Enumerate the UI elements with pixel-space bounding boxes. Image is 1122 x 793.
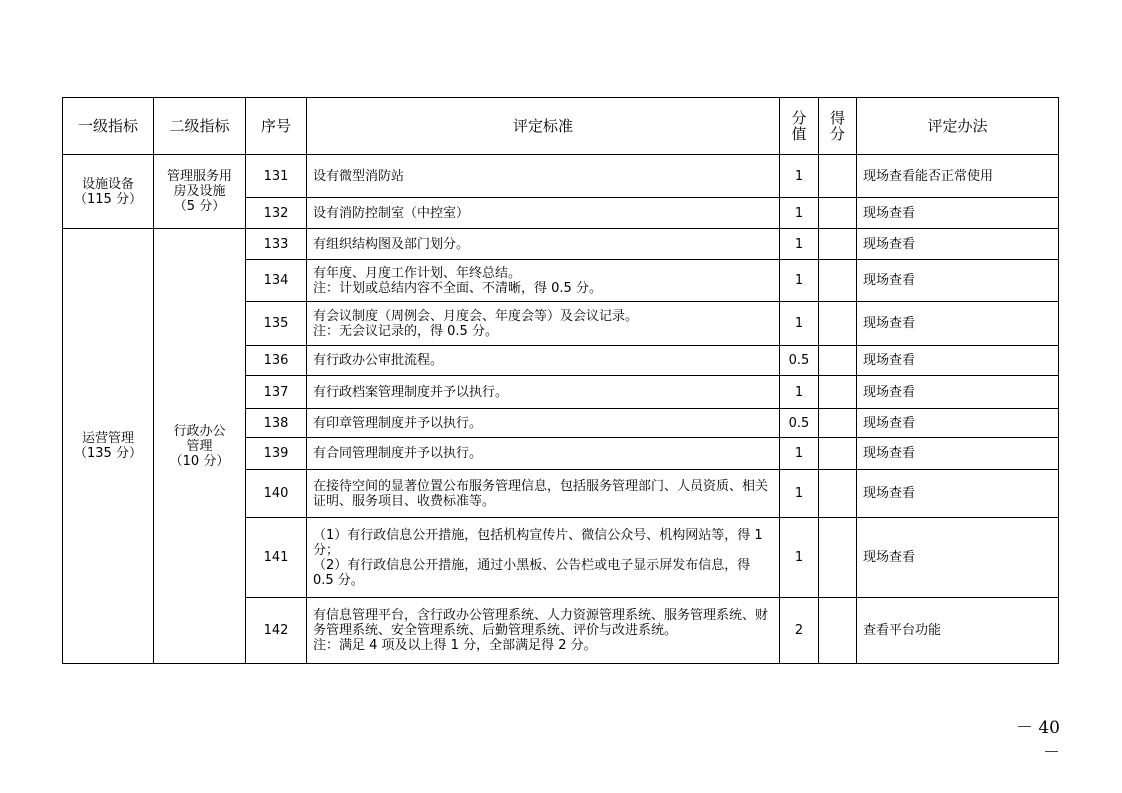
level1-cell: 设施设备 （115 分） bbox=[63, 155, 154, 229]
row-score: 1 bbox=[780, 198, 819, 229]
row-number: 133 bbox=[246, 229, 307, 260]
row-method: 现场查看 bbox=[857, 260, 1059, 302]
row-method: 现场查看 bbox=[857, 346, 1059, 376]
row-score: 1 bbox=[780, 518, 819, 598]
evaluation-table bbox=[62, 97, 1059, 664]
row-standard: 设有微型消防站 bbox=[307, 155, 780, 198]
row-got bbox=[819, 438, 857, 470]
row-number: 137 bbox=[246, 376, 307, 409]
header-score bbox=[780, 98, 819, 155]
row-got bbox=[819, 229, 857, 260]
row-score: 2 bbox=[780, 598, 819, 664]
row-score: 0.5 bbox=[780, 346, 819, 376]
table-row bbox=[63, 229, 1059, 260]
row-method: 现场查看 bbox=[857, 302, 1059, 346]
level2-cell: 管理服务用 房及设施 （5 分） bbox=[154, 155, 246, 229]
row-method: 现场查看能否正常使用 bbox=[857, 155, 1059, 198]
row-number: 134 bbox=[246, 260, 307, 302]
row-got bbox=[819, 376, 857, 409]
row-number: 131 bbox=[246, 155, 307, 198]
row-number: 138 bbox=[246, 409, 307, 438]
row-standard: 有组织结构图及部门划分。 bbox=[307, 229, 780, 260]
row-standard: 有信息管理平台，含行政办公管理系统、人力资源管理系统、服务管理系统、财务管理系统、安全管理系统、后勤管理系统、评价与改进系统。 注：满足 4 项及以上得 1 分，全部满足得 2 分。 bbox=[307, 598, 780, 664]
row-number: 136 bbox=[246, 346, 307, 376]
row-standard: （1）有行政信息公开措施，包括机构宣传片、微信公众号、机构网站等，得 1 分； （2）有行政信息公开措施，通过小黑板、公告栏或电子显示屏发布信息，得 0.5 分。 bbox=[307, 518, 780, 598]
header-row bbox=[63, 98, 1059, 155]
header-got-text: 得分 bbox=[830, 109, 846, 143]
level2-cell: 行政办公 管理 （10 分） bbox=[154, 229, 246, 664]
row-number: 142 bbox=[246, 598, 307, 664]
row-got bbox=[819, 598, 857, 664]
header-level2: 二级指标 bbox=[154, 98, 246, 155]
row-standard: 有印章管理制度并予以执行。 bbox=[307, 409, 780, 438]
row-score: 0.5 bbox=[780, 409, 819, 438]
header-method: 评定办法 bbox=[857, 98, 1059, 155]
page-number: － 40 － bbox=[1015, 718, 1060, 763]
row-got bbox=[819, 198, 857, 229]
header-level1: 一级指标 bbox=[63, 98, 154, 155]
row-standard: 有行政办公审批流程。 bbox=[307, 346, 780, 376]
row-score: 1 bbox=[780, 260, 819, 302]
row-standard: 有行政档案管理制度并予以执行。 bbox=[307, 376, 780, 409]
header-score-text: 分值 bbox=[791, 109, 807, 143]
row-method: 现场查看 bbox=[857, 470, 1059, 518]
row-got bbox=[819, 260, 857, 302]
row-score: 1 bbox=[780, 438, 819, 470]
row-score: 1 bbox=[780, 229, 819, 260]
row-got bbox=[819, 302, 857, 346]
header-number: 序号 bbox=[246, 98, 307, 155]
row-number: 139 bbox=[246, 438, 307, 470]
level1-cell: 运营管理 （135 分） bbox=[63, 229, 154, 664]
row-method: 现场查看 bbox=[857, 518, 1059, 598]
row-method: 现场查看 bbox=[857, 409, 1059, 438]
row-got bbox=[819, 470, 857, 518]
header-standard: 评定标准 bbox=[307, 98, 780, 155]
row-got bbox=[819, 346, 857, 376]
row-standard: 有会议制度（周例会、月度会、年度会等）及会议记录。 注：无会议记录的，得 0.5 分。 bbox=[307, 302, 780, 346]
row-score: 1 bbox=[780, 155, 819, 198]
header-got bbox=[819, 98, 857, 155]
row-number: 141 bbox=[246, 518, 307, 598]
row-standard: 在接待空间的显著位置公布服务管理信息，包括服务管理部门、人员资质、相关证明、服务项目、收费标准等。 bbox=[307, 470, 780, 518]
row-method: 现场查看 bbox=[857, 229, 1059, 260]
table-row bbox=[63, 155, 1059, 198]
row-standard: 有年度、月度工作计划、年终总结。 注：计划或总结内容不全面、不清晰，得 0.5 分。 bbox=[307, 260, 780, 302]
row-method: 现场查看 bbox=[857, 376, 1059, 409]
row-number: 135 bbox=[246, 302, 307, 346]
row-got bbox=[819, 409, 857, 438]
row-number: 132 bbox=[246, 198, 307, 229]
row-got bbox=[819, 155, 857, 198]
row-got bbox=[819, 518, 857, 598]
row-standard: 有合同管理制度并予以执行。 bbox=[307, 438, 780, 470]
row-method: 查看平台功能 bbox=[857, 598, 1059, 664]
row-score: 1 bbox=[780, 302, 819, 346]
row-method: 现场查看 bbox=[857, 438, 1059, 470]
row-method: 现场查看 bbox=[857, 198, 1059, 229]
row-standard: 设有消防控制室（中控室） bbox=[307, 198, 780, 229]
row-score: 1 bbox=[780, 376, 819, 409]
row-number: 140 bbox=[246, 470, 307, 518]
row-score: 1 bbox=[780, 470, 819, 518]
